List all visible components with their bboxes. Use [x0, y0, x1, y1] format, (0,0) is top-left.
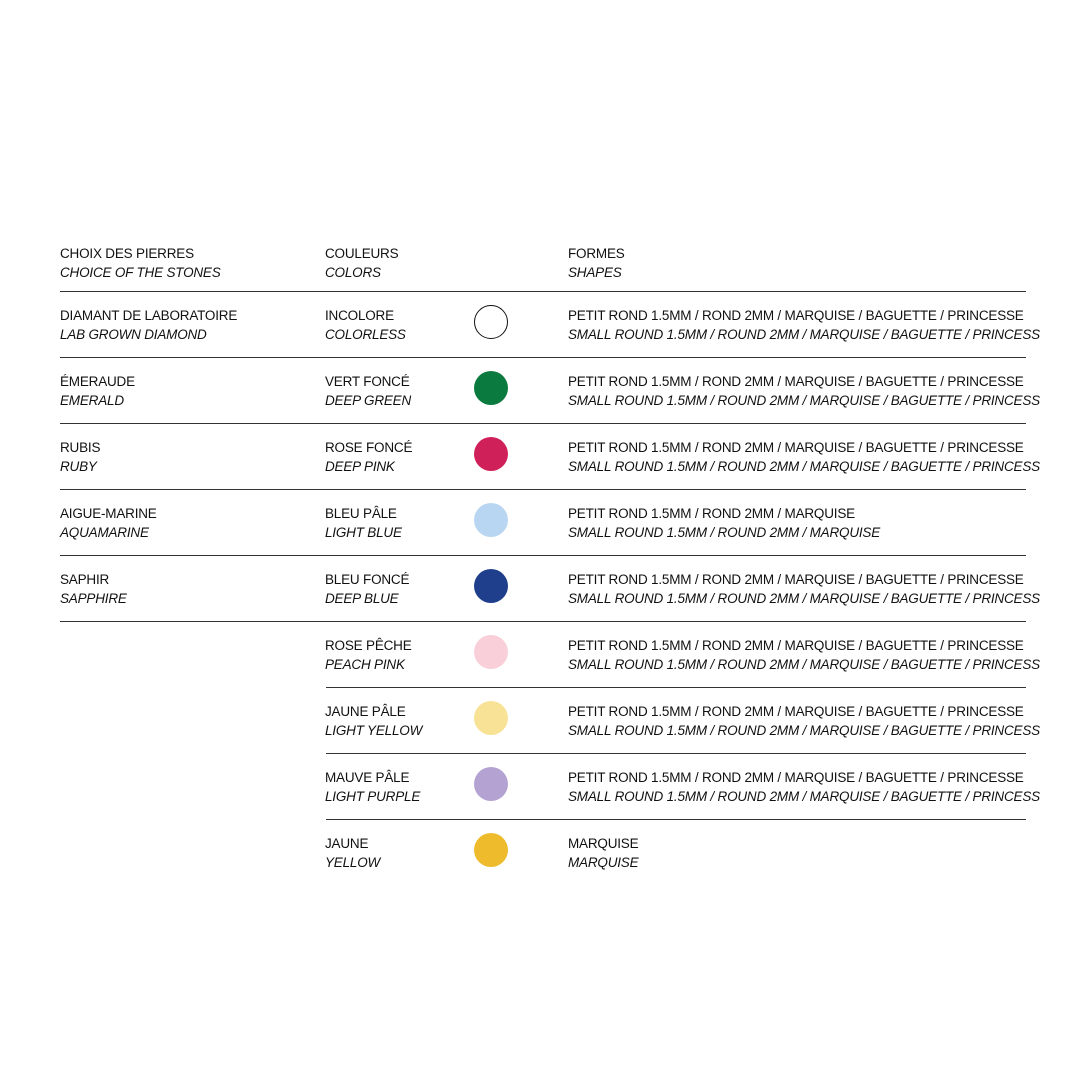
color-name-en: LIGHT PURPLE	[325, 789, 421, 804]
shapes-en: SMALL ROUND 1.5MM / ROUND 2MM / MARQUISE / BAGUETTE / PRINCESS	[568, 657, 1040, 672]
stone-cell	[60, 504, 157, 542]
stone-name-en: SAPPHIRE	[60, 591, 127, 606]
shapes-fr: PETIT ROND 1.5MM / ROND 2MM / MARQUISE / BAGUETTE / PRINCESSE	[568, 638, 1024, 653]
shapes-en: SMALL ROUND 1.5MM / ROUND 2MM / MARQUISE	[568, 525, 881, 540]
color-name-en: COLORLESS	[325, 327, 406, 342]
color-cell	[325, 438, 412, 476]
header-stones	[60, 244, 221, 282]
color-swatch	[474, 635, 508, 669]
color-name-fr: BLEU FONCÉ	[325, 572, 410, 587]
stone-name-fr: ÉMERAUDE	[60, 374, 135, 389]
header-colors	[325, 244, 398, 282]
swatch-cell	[474, 701, 510, 737]
stone-cell	[60, 372, 135, 410]
color-name-en: YELLOW	[325, 855, 381, 870]
swatch-cell	[474, 569, 510, 605]
shapes-fr: PETIT ROND 1.5MM / ROND 2MM / MARQUISE / BAGUETTE / PRINCESSE	[568, 308, 1024, 323]
color-swatch	[474, 833, 508, 867]
color-name-en: DEEP BLUE	[325, 591, 399, 606]
color-name-fr: JAUNE PÂLE	[325, 704, 406, 719]
header-stones-fr: CHOIX DES PIERRES	[60, 246, 194, 261]
shapes-en: SMALL ROUND 1.5MM / ROUND 2MM / MARQUISE / BAGUETTE / PRINCESS	[568, 459, 1040, 474]
stone-cell	[60, 438, 100, 476]
color-swatch	[474, 569, 508, 603]
header-shapes-fr: FORMES	[568, 246, 625, 261]
swatch-cell	[474, 503, 510, 539]
shapes-cell	[568, 504, 880, 542]
color-swatch	[474, 305, 508, 339]
table-body	[60, 292, 1040, 886]
shapes-cell	[568, 834, 638, 872]
color-cell	[325, 372, 411, 410]
shapes-fr: PETIT ROND 1.5MM / ROND 2MM / MARQUISE	[568, 506, 855, 521]
stones-table	[60, 244, 1040, 886]
shapes-cell	[568, 306, 1040, 344]
stone-name-en: AQUAMARINE	[60, 525, 149, 540]
stone-name-fr: DIAMANT DE LABORATOIRE	[60, 308, 238, 323]
swatch-cell	[474, 437, 510, 473]
header-stones-en: CHOICE OF THE STONES	[60, 265, 221, 280]
color-swatch	[474, 767, 508, 801]
shapes-cell	[568, 702, 1040, 740]
stone-name-en: LAB GROWN DIAMOND	[60, 327, 207, 342]
table-row	[60, 358, 1040, 424]
shapes-en: SMALL ROUND 1.5MM / ROUND 2MM / MARQUISE / BAGUETTE / PRINCESS	[568, 393, 1040, 408]
color-swatch	[474, 503, 508, 537]
color-name-en: LIGHT YELLOW	[325, 723, 423, 738]
color-name-fr: ROSE FONCÉ	[325, 440, 413, 455]
shapes-cell	[568, 636, 1040, 674]
shapes-fr: PETIT ROND 1.5MM / ROND 2MM / MARQUISE / BAGUETTE / PRINCESSE	[568, 440, 1024, 455]
color-cell	[325, 504, 402, 542]
color-name-en: LIGHT BLUE	[325, 525, 402, 540]
shapes-en: MARQUISE	[568, 855, 639, 870]
shapes-fr: PETIT ROND 1.5MM / ROND 2MM / MARQUISE / BAGUETTE / PRINCESSE	[568, 770, 1024, 785]
stone-name-en: RUBY	[60, 459, 97, 474]
header-colors-fr: COULEURS	[325, 246, 399, 261]
table-row	[60, 622, 1040, 688]
shapes-fr: PETIT ROND 1.5MM / ROND 2MM / MARQUISE / BAGUETTE / PRINCESSE	[568, 704, 1024, 719]
color-swatch	[474, 371, 508, 405]
color-cell	[325, 702, 422, 740]
stone-name-fr: SAPHIR	[60, 572, 110, 587]
shapes-cell	[568, 438, 1040, 476]
swatch-cell	[474, 833, 510, 869]
shapes-cell	[568, 768, 1040, 806]
color-name-en: DEEP GREEN	[325, 393, 412, 408]
color-name-en: PEACH PINK	[325, 657, 405, 672]
stone-name-en: EMERALD	[60, 393, 124, 408]
stone-cell	[60, 306, 237, 344]
color-cell	[325, 636, 412, 674]
swatch-cell	[474, 635, 510, 671]
table-row	[60, 490, 1026, 556]
table-row	[60, 424, 1040, 490]
color-cell	[325, 834, 380, 872]
stone-name-fr: RUBIS	[60, 440, 101, 455]
table-row	[60, 754, 1040, 820]
shapes-fr: PETIT ROND 1.5MM / ROND 2MM / MARQUISE / BAGUETTE / PRINCESSE	[568, 374, 1024, 389]
table-row	[60, 292, 1040, 358]
shapes-cell	[568, 372, 1040, 410]
color-name-fr: VERT FONCÉ	[325, 374, 410, 389]
table-row	[60, 688, 1040, 754]
shapes-cell	[568, 570, 1040, 608]
color-swatch	[474, 437, 508, 471]
shapes-en: SMALL ROUND 1.5MM / ROUND 2MM / MARQUISE / BAGUETTE / PRINCESS	[568, 591, 1040, 606]
swatch-cell	[474, 305, 510, 341]
color-name-en: DEEP PINK	[325, 459, 395, 474]
color-cell	[325, 306, 406, 344]
shapes-en: SMALL ROUND 1.5MM / ROUND 2MM / MARQUISE / BAGUETTE / PRINCESS	[568, 327, 1040, 342]
swatch-cell	[474, 371, 510, 407]
color-swatch	[474, 701, 508, 735]
color-name-fr: MAUVE PÂLE	[325, 770, 410, 785]
table-row	[60, 556, 1040, 622]
stone-cell	[60, 570, 127, 608]
shapes-en: SMALL ROUND 1.5MM / ROUND 2MM / MARQUISE / BAGUETTE / PRINCESS	[568, 723, 1040, 738]
header-shapes-en: SHAPES	[568, 265, 622, 280]
color-cell	[325, 768, 420, 806]
swatch-cell	[474, 767, 510, 803]
color-cell	[325, 570, 409, 608]
color-name-fr: BLEU PÂLE	[325, 506, 397, 521]
shapes-fr: MARQUISE	[568, 836, 639, 851]
shapes-fr: PETIT ROND 1.5MM / ROND 2MM / MARQUISE / BAGUETTE / PRINCESSE	[568, 572, 1024, 587]
color-name-fr: INCOLORE	[325, 308, 394, 323]
stone-name-fr: AIGUE-MARINE	[60, 506, 157, 521]
shapes-en: SMALL ROUND 1.5MM / ROUND 2MM / MARQUISE / BAGUETTE / PRINCESS	[568, 789, 1040, 804]
header-shapes	[568, 244, 625, 282]
table-header	[60, 244, 1026, 292]
header-colors-en: COLORS	[325, 265, 381, 280]
color-name-fr: JAUNE	[325, 836, 369, 851]
color-name-fr: ROSE PÊCHE	[325, 638, 412, 653]
table-row	[60, 820, 1026, 886]
